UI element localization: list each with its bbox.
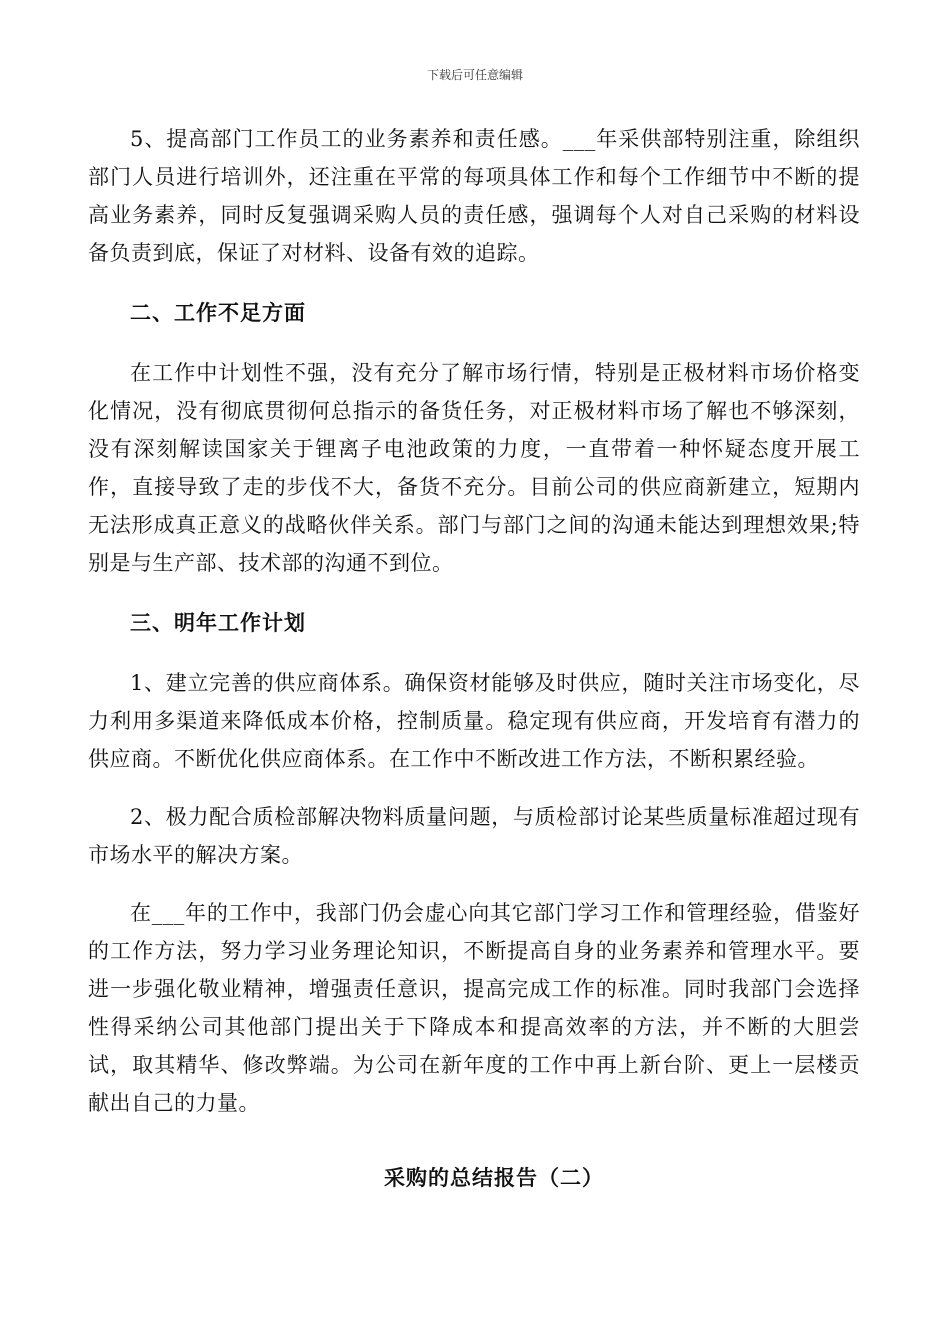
page-header-note: 下载后可任意编辑 <box>426 68 523 82</box>
paragraph-closing: 在___年的工作中，我部门仍会虚心向其它部门学习工作和管理经验，借鉴好的工作方法，努力学习业务理论知识，不断提高自身的业务素养和管理水平。要进一步强化敬业精神，增强责任意识，提高完成工作的标准。同时我部门会选择性得采纳公司其他部门提出关于下降成本和提高效率的方法，并不断的大胆尝试，取其精华、修改弊端。为公司在新年度的工作中再上新台阶、更上一层楼贡献出自己的力量。 <box>88 901 860 1115</box>
paragraph-shortcomings: 在工作中计划性不强，没有充分了解市场行情，特别是正极材料市场价格变化情况，没有彻底贯彻何总指示的备货任务，对正极材料市场了解也不够深刻，没有深刻解读国家关于锂离子电池政策的力度，一直带着一种怀疑态度开展工作，直接导致了走的步伐不大，备货不充分。目前公司的供应商新建立，短期内无法形成真正意义的战略伙伴关系。部门与部门之间的沟通未能达到理想效果;特别是与生产部、技术部的沟通不到位。 <box>88 361 860 575</box>
paragraph-plan-2: 2、极力配合质检部解决物料质量问题，与质检部讨论某些质量标准超过现有市场水平的解决方案。 <box>88 805 860 867</box>
section-heading-next-year-plan: 三、明年工作计划 <box>130 610 306 635</box>
paragraph-item-5: 5、提高部门工作员工的业务素养和责任感。___年采供部特别注重，除组织部门人员进行培训外，还注重在平常的每项具体工作和每个工作细节中不断的提高业务素养，同时反复强调采购人员的责任感，强调每个人对自己采购的材料设备负责到底，保证了对材料、设备有效的追踪。 <box>88 127 860 265</box>
next-document-title: 采购的总结报告（二） <box>384 1165 604 1190</box>
document-body <box>88 120 860 1122</box>
paragraph-plan-1: 1、建立完善的供应商体系。确保资材能够及时供应，随时关注市场变化，尽力利用多渠道来降低成本价格，控制质量。稳定现有供应商，开发培育有潜力的供应商。不断优化供应商体系。在工作中不断改进工作方法，不断积累经验。 <box>88 671 860 771</box>
section-heading-shortcomings: 二、工作不足方面 <box>130 300 306 325</box>
